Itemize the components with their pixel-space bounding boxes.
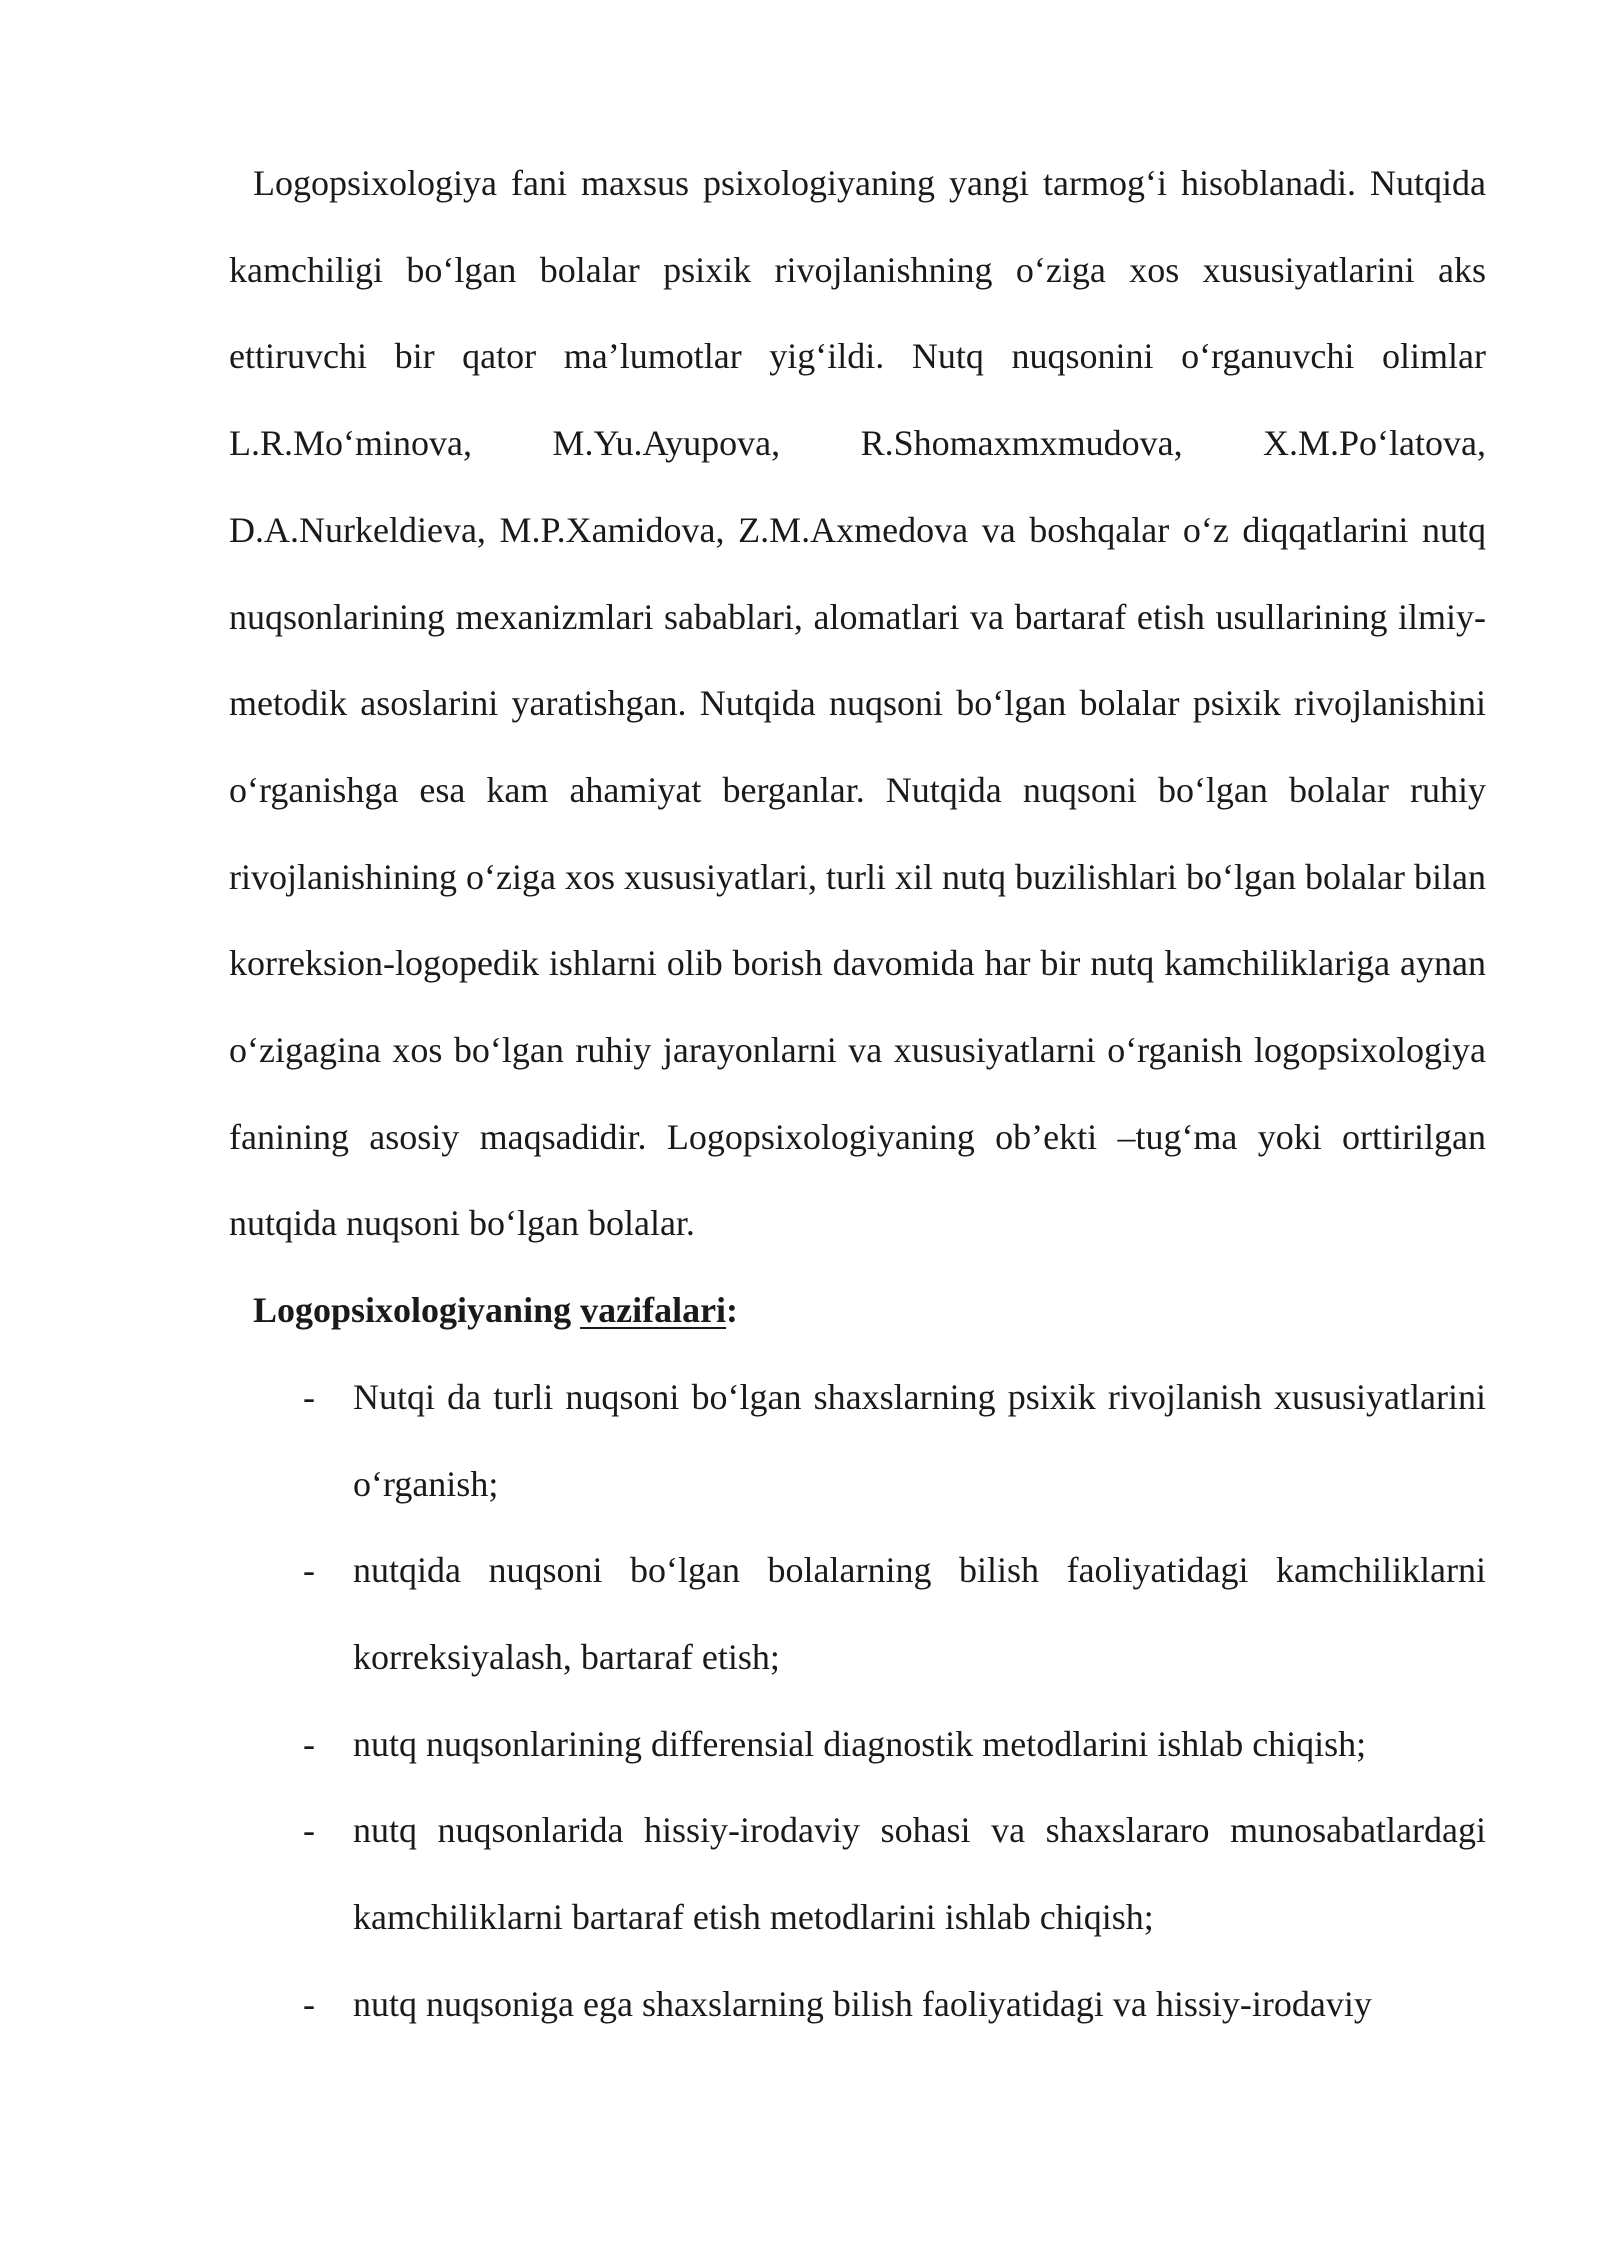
heading-suffix: :: [726, 1290, 739, 1331]
list-item: [229, 1787, 1486, 1960]
heading-underlined-word: vazifalari: [580, 1290, 727, 1331]
list-item-text: nutqida nuqsoni bo‘lgan bolalarning bilish faoliyatidagi kamchiliklarni korreksiyalash, bartaraf etish;: [353, 1550, 1486, 1677]
list-item-text: nutq nuqsonlarida hissiy-irodaviy sohasi va shaxslararo munosabatlardagi kamchiliklarni bartaraf etish metodlarini ishlab chiqish;: [353, 1810, 1486, 1938]
list-dash: -: [303, 1723, 315, 1764]
list-dash: -: [303, 1983, 315, 2024]
tasks-list: [229, 1354, 1486, 2048]
list-item-text: nutq nuqsonlarining differensial diagnostik metodlarini ishlab chiqish;: [353, 1723, 1367, 1764]
list-dash: -: [303, 1376, 315, 1417]
list-dash: -: [303, 1810, 315, 1851]
heading-prefix: Logopsixologiyaning: [253, 1290, 581, 1331]
list-item-text: nutq nuqsoniga ega shaxslarning bilish faoliyatidagi va hissiy-irodaviy: [353, 1983, 1372, 2024]
list-item: [229, 1961, 1486, 2048]
document-body: [229, 140, 1486, 2047]
list-dash: -: [303, 1550, 315, 1591]
intro-paragraph: Logopsixologiya fani maxsus psixologiyaning yangi tarmog‘i hisoblanadi. Nutqida kamchiligi bo‘lgan bolalar psixik rivojlanishning o‘ziga xos xususiyatlarini aks ettiruvchi bir qator ma’lumotlar yig‘ildi. Nutq nuqsonini o‘rganuvchi olimlar L.R.Mo‘minova, M.Yu.Ayupova, R.Shomaxmxmudova, X.M.Po‘latova, D.A.Nurkeldieva, M.P.Xamidova, Z.M.Axmedova va boshqalar o‘z diqqatlarini nutq nuqsonlarining mexanizmlari sabablari, alomatlari va bartaraf etish usullarining ilmiy-metodik asoslarini yaratishgan. Nutqida nuqsoni bo‘lgan bolalar psixik rivojlanishini o‘rganishga esa kam ahamiyat berganlar. Nutqida nuqsoni bo‘lgan bolalar ruhiy rivojlanishining o‘ziga xos xususiyatlari, turli xil nutq buzilishlari bo‘lgan bolalar bilan korreksion-logopedik ishlarni olib borish davomida har bir nutq kamchiliklariga aynan o‘zigagina xos bo‘lgan ruhiy jarayonlarni va xususiyatlarni o‘rganish logopsixologiya fanining asosiy maqsadidir. Logopsixologiyaning ob’ekti –tug‘ma yoki orttirilgan nutqida nuqsoni bo‘lgan bolalar.: [229, 163, 1486, 1244]
list-item: [229, 1527, 1486, 1700]
section-heading: [229, 1267, 1486, 1354]
list-item: [229, 1701, 1486, 1788]
list-item-text: Nutqi da turli nuqsoni bo‘lgan shaxslarning psixik rivojlanish xususiyatlarini o‘rganish;: [353, 1376, 1486, 1504]
list-item: [229, 1354, 1486, 1527]
